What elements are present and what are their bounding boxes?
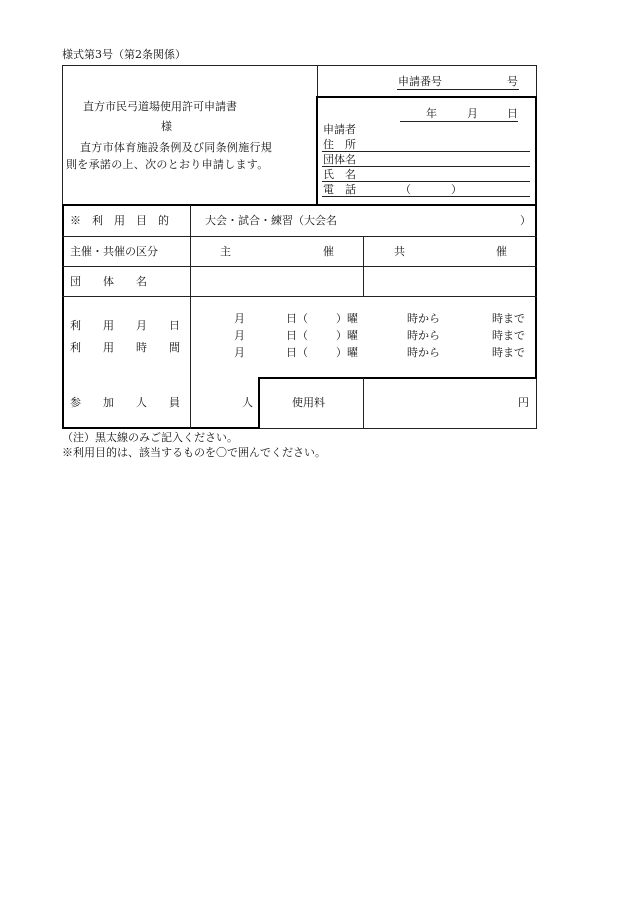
schedule-month: 月 <box>234 346 245 359</box>
body-line-2: 則を承諾の上、次のとおり申請します。 <box>66 158 269 171</box>
usage-time-label: 利 用 時 間 <box>70 341 180 354</box>
group-name-field-2[interactable] <box>364 267 535 296</box>
schedule-weekday: ）曜 <box>336 346 358 359</box>
row-sep-1 <box>62 236 537 237</box>
form-number-label: 様式第3号（第2条関係） <box>62 48 186 61</box>
name-label: 氏 名 <box>323 168 356 181</box>
frame-top <box>62 65 537 66</box>
note-2: ※利用目的は、該当するものを〇で囲んでください。 <box>62 446 326 459</box>
schedule-to: 時まで <box>492 346 525 359</box>
group-label: 団体名 <box>323 153 356 166</box>
application-number-label: 申請番号 <box>398 75 442 88</box>
participants-label: 参 加 人 員 <box>70 396 180 409</box>
addressee-honorific: 様 <box>161 120 172 133</box>
schedule-from: 時から <box>407 312 440 325</box>
schedule-from: 時から <box>407 329 440 342</box>
schedule-month: 月 <box>234 329 245 342</box>
applicant-box-left <box>316 96 318 205</box>
application-number-field[interactable] <box>397 89 519 90</box>
purpose-close-paren: ） <box>520 214 531 227</box>
application-number-unit: 号 <box>507 75 518 88</box>
host-label: 主催・共催の区分 <box>70 245 158 258</box>
schedule-weekday: ）曜 <box>336 312 358 325</box>
group-name-field-1[interactable] <box>191 267 363 296</box>
thick-middle-line <box>62 204 537 206</box>
phone-paren: （ ） <box>400 183 468 196</box>
fee-divider <box>363 378 364 429</box>
usage-date-label: 利 用 月 日 <box>70 319 180 332</box>
body-line-1: 直方市体育施設条例及び同条例施行規 <box>80 141 273 154</box>
host-option-2[interactable]: 催 <box>323 245 334 258</box>
fee-unit: 円 <box>518 396 529 409</box>
thick-bottom <box>62 427 260 429</box>
date-day: 日 <box>507 107 518 120</box>
participants-field[interactable] <box>191 379 241 426</box>
name-field[interactable] <box>322 181 530 182</box>
group-field[interactable] <box>322 166 530 167</box>
phone-field[interactable] <box>322 196 530 197</box>
purpose-label: ※ 利 用 目 的 <box>70 214 169 227</box>
schedule-to: 時まで <box>492 312 525 325</box>
cohost-option-2[interactable]: 催 <box>496 245 507 258</box>
schedule-day: 日（ <box>286 312 308 325</box>
thick-right-edge <box>535 96 537 378</box>
schedule-from: 時から <box>407 346 440 359</box>
applicant-label: 申請者 <box>323 123 356 136</box>
applicant-box-top <box>316 96 537 98</box>
thick-step-vertical <box>258 377 260 429</box>
participants-unit: 人 <box>242 396 253 409</box>
host-option-1[interactable]: 主 <box>220 245 231 258</box>
note-1: （注）黒太線のみご記入ください。 <box>62 431 238 444</box>
group-name-label: 団 体 名 <box>70 275 147 288</box>
schedule-to: 時まで <box>492 329 525 342</box>
schedule-weekday: ）曜 <box>336 329 358 342</box>
address-label: 住 所 <box>323 138 356 151</box>
address-field[interactable] <box>322 151 530 152</box>
thick-left-edge <box>62 204 64 429</box>
schedule-day: 日（ <box>286 346 308 359</box>
date-field[interactable] <box>400 121 518 122</box>
row-sep-3 <box>62 296 537 297</box>
schedule-day: 日（ <box>286 329 308 342</box>
date-month: 月 <box>467 107 478 120</box>
schedule-month: 月 <box>234 312 245 325</box>
cohost-option-1[interactable]: 共 <box>394 245 405 258</box>
date-year: 年 <box>426 107 437 120</box>
top-divider <box>317 65 318 97</box>
phone-label: 電 話 <box>323 183 356 196</box>
fee-label: 使用料 <box>292 396 325 409</box>
thick-step-horizontal <box>259 377 537 379</box>
purpose-value[interactable]: 大会・試合・練習（大会名 <box>205 214 337 227</box>
form-title: 直方市民弓道場使用許可申請書 <box>83 100 237 113</box>
